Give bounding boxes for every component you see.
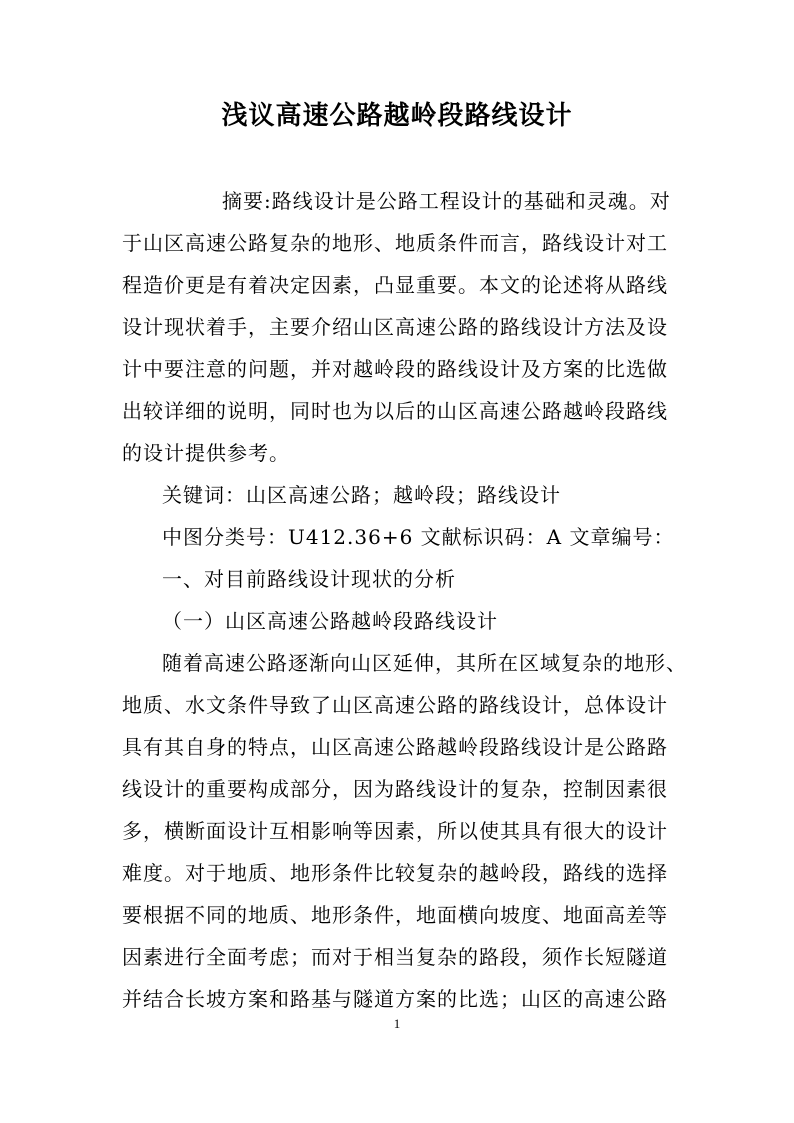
page-number: 1 <box>393 1016 401 1031</box>
body-line-4: 线设计的重要构成部分，因为路线设计的复杂，控制因素很 <box>122 777 668 801</box>
abstract-line-3: 程造价更是有着决定因素，凸显重要。本文的论述将从路线 <box>122 273 668 297</box>
abstract-line-5: 计中要注意的问题，并对越岭段的路线设计及方案的比选做 <box>122 357 668 381</box>
body-line-3: 具有其自身的特点，山区高速公路越岭段路线设计是公路路 <box>122 735 668 759</box>
abstract-line-1: 摘要:路线设计是公路工程设计的基础和灵魂。对 <box>222 189 671 213</box>
body-line-2: 地质、水文条件导致了山区高速公路的路线设计，总体设计 <box>122 693 668 717</box>
abstract-line-7: 的设计提供参考。 <box>122 441 290 465</box>
document-title: 浅议高速公路越岭段路线设计 <box>221 101 573 131</box>
body-line-5: 多，横断面设计互相影响等因素，所以使其具有很大的设计 <box>122 819 668 843</box>
abstract-line-4: 设计现状着手，主要介绍山区高速公路的路线设计方法及设 <box>122 315 668 339</box>
body-line-8: 因素进行全面考虑；而对于相当复杂的路段，须作长短隧道 <box>122 945 668 969</box>
section-heading: 一、对目前路线设计现状的分析 <box>162 567 456 591</box>
body-line-1: 随着高速公路逐渐向山区延伸，其所在区域复杂的地形、 <box>162 651 687 675</box>
classification-line: 中图分类号：U412.36+6 文献标识码：A 文章编号： <box>162 525 675 549</box>
body-line-6: 难度。对于地质、地形条件比较复杂的越岭段，路线的选择 <box>122 861 668 885</box>
abstract-line-2: 于山区高速公路复杂的地形、地质条件而言，路线设计对工 <box>122 231 668 255</box>
subsection-heading: （一）山区高速公路越岭段路线设计 <box>162 609 498 633</box>
keywords-line: 关键词：山区高速公路；越岭段；路线设计 <box>162 483 561 507</box>
abstract-line-6: 出较详细的说明，同时也为以后的山区高速公路越岭段路线 <box>122 399 668 423</box>
body-line-7: 要根据不同的地质、地形条件，地面横向坡度、地面高差等 <box>122 903 668 927</box>
body-line-9: 并结合长坡方案和路基与隧道方案的比选；山区的高速公路 <box>122 987 668 1011</box>
